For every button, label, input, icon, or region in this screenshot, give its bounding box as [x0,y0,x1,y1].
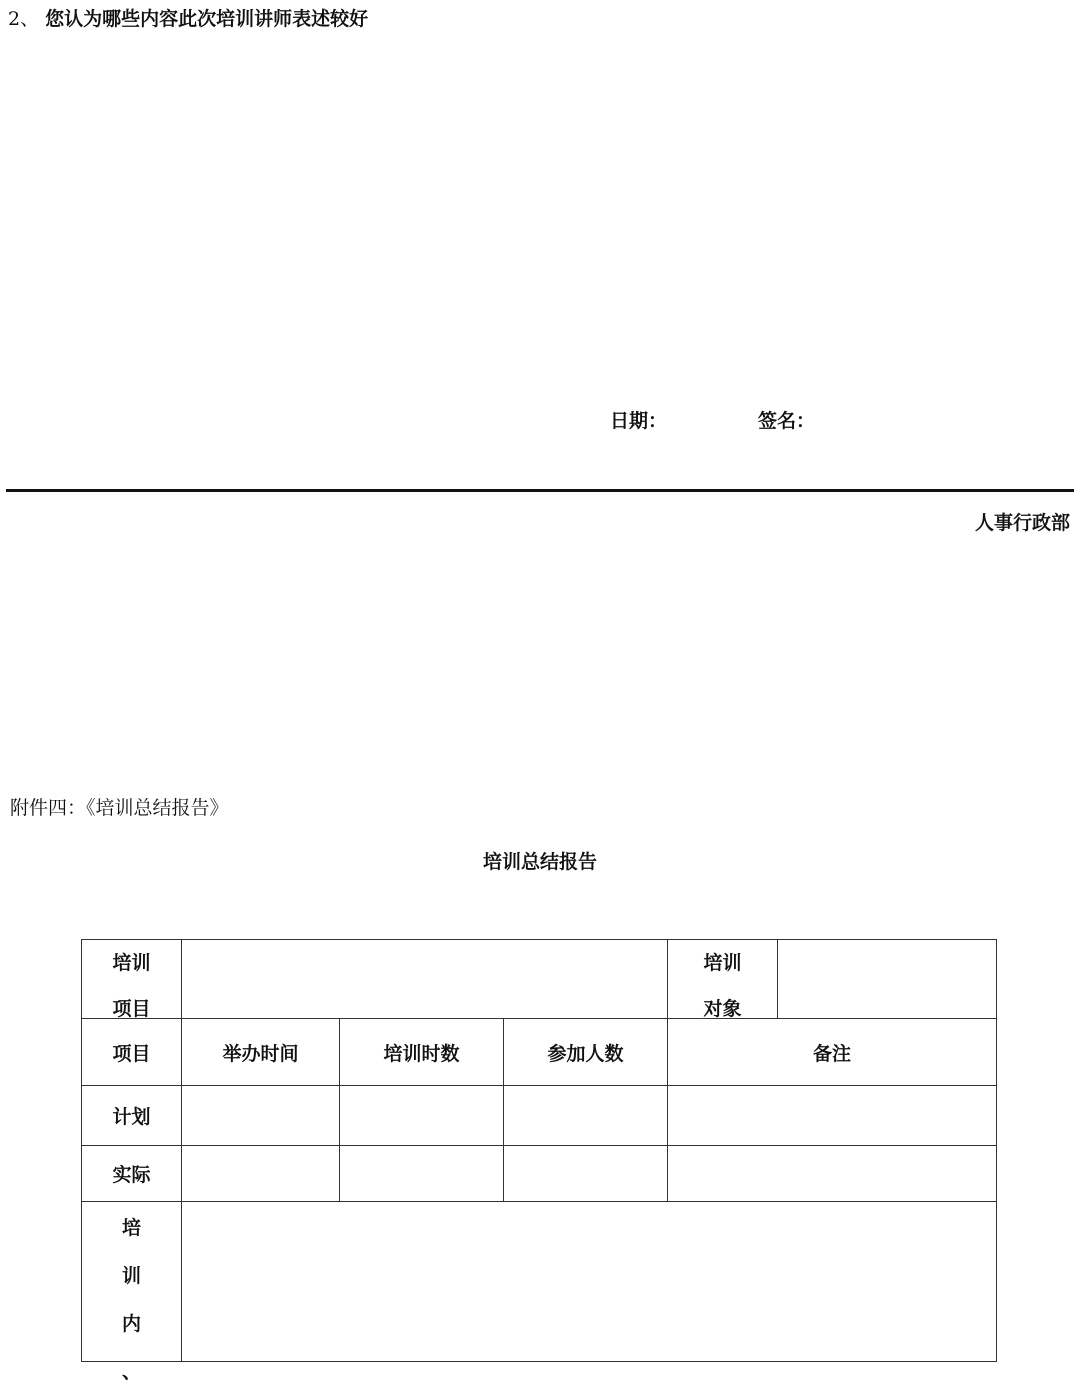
training-target-label [667,939,778,1019]
question-2 [8,4,368,31]
actual-hours-cell[interactable] [339,1145,504,1202]
training-content-label [81,1201,182,1383]
training-target-label-line2: 对象 [703,998,742,1020]
department-name: 人事行政部 [974,512,1070,534]
actual-hold-time-cell[interactable] [181,1145,340,1202]
question-text: 您认为哪些内容此次培训讲师表述较好 [45,8,369,30]
signature-label: 签名： [758,410,816,432]
training-target-value[interactable] [777,939,997,1019]
training-content-value[interactable] [181,1201,997,1362]
actual-participants-cell[interactable] [503,1145,668,1202]
plan-remarks-cell[interactable] [667,1085,997,1146]
training-target-label-line1: 培训 [703,952,742,974]
header-participants: 参加人数 [503,1018,668,1086]
question-number: 2、 [8,8,40,30]
appendix-label: 附件四：《培训总结报告》 [10,797,229,819]
header-remarks: 备注 [667,1018,997,1086]
divider-line [6,489,1074,492]
training-content-char-3: 内 [121,1313,141,1335]
date-label: 日期： [610,410,668,432]
training-project-label [81,939,182,1019]
training-project-label-line2: 项目 [112,998,151,1020]
training-content-char-1: 培 [121,1217,141,1239]
plan-participants-cell[interactable] [503,1085,668,1146]
report-title: 培训总结报告 [482,851,597,873]
training-content-char-2: 训 [121,1265,141,1287]
training-project-label-line1: 培训 [112,952,151,974]
plan-hours-cell[interactable] [339,1085,504,1146]
header-training-hours: 培训时数 [339,1018,504,1086]
row-plan-label: 计划 [81,1085,182,1146]
header-hold-time: 举办时间 [181,1018,340,1086]
report-table [81,939,997,1383]
header-project: 项目 [81,1018,182,1086]
row-actual-label: 实际 [81,1145,182,1202]
training-content-char-4: 、 [121,1361,141,1383]
actual-remarks-cell[interactable] [667,1145,997,1202]
training-project-value[interactable] [181,939,668,1019]
plan-hold-time-cell[interactable] [181,1085,340,1146]
